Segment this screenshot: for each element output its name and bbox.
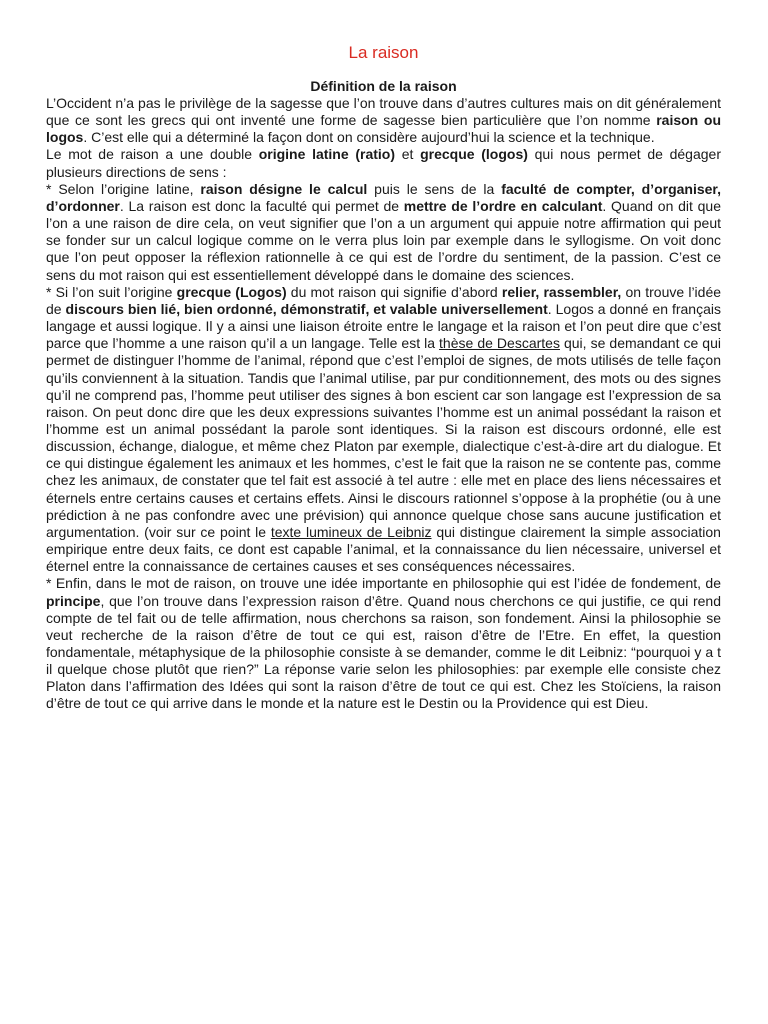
section-heading: Définition de la raison [310, 78, 457, 94]
paragraph-latin-origin [46, 181, 721, 284]
paragraph-origins [46, 146, 721, 180]
bold-term: origine latine (ratio) [258, 146, 396, 163]
paragraph-principle [46, 575, 721, 712]
document-body [46, 95, 721, 713]
bold-term: faculté de compter, d’organiser, d’ordonner [46, 180, 721, 214]
text-run: * Si l’on suit l’origine [46, 283, 177, 300]
bold-term: grecque (Logos) [176, 283, 287, 300]
text-run: qui nous permet de dégager plusieurs directions de sens : [46, 146, 721, 180]
text-run: . C’est elle qui a déterminé la façon dont on considère aujourd’hui la science et la technique. [83, 129, 655, 146]
text-run: du mot raison qui signifie d’abord [286, 283, 502, 300]
bold-term: principe [46, 592, 101, 609]
document-title: La raison [348, 43, 419, 62]
text-run: on trouve l’idée de [46, 283, 722, 317]
bold-term: grecque (logos) [420, 146, 528, 163]
text-run: puis le sens de la [367, 180, 502, 197]
text-run: qui distingue clairement la simple association empirique entre deux faits, ce dont est capable l’animal, et la connaissance du lien nécessaire, universel et éternel entre la connaissance de certaines causes et ses conséquences nécessaires. [46, 523, 721, 575]
underlined-reference: thèse de Descartes [439, 335, 560, 352]
text-run: . Logos a donné en français langage et aussi logique. Il y a ainsi une liaison étroite entre le langage et la raison et l’on peut dire que c’est parce que l’homme a une raison qu’il a un langage. Telle est la [46, 300, 721, 352]
paragraph-greek-origin [46, 284, 721, 576]
text-run: . Quand on dit que l’on a une raison de dire cela, on veut signifier que l’on a un argument qui appuie notre affirmation qui peut se fonder sur un calcul logique comme on le verra plus loin par exemple dans le syllogisme. On voit donc que l’on peut opposer la réflexion rationnelle à ce qui est de l’ordre du sentiment, de la passion. C’est ce sens du mot raison qui est essentiellement développé dans le domaine des sciences. [46, 197, 721, 283]
bold-term: relier, rassembler, [501, 283, 622, 300]
text-run: * Selon l’origine latine, [46, 180, 201, 197]
bold-term: raison ou logos [46, 112, 721, 146]
document-page [46, 0, 721, 713]
text-run: , que l’on trouve dans l’expression raison d’être. Quand nous cherchons ce qui justifie, ce qui rend compte de tel fait ou de telle affirmation, nous cherchons sa raison, son fondement. Ainsi la philosophie se veut recherche de la raison d’être de tout ce qui est, raison d’être de l’Etre. En effet, la question fondamentale, métaphysique de la philosophie consiste à se demander, comme le dit Leibniz: “pourquoi y a t il quelque chose plutôt que rien?” La réponse varie selon les philosophies: par exemple elle consiste chez Platon dans l’affirmation des Idées qui sont la raison d’être de tout ce qui est. Chez les Stoïciens, la raison d’être de tout ce qui arrive dans le monde et la nature est le Destin ou la Providence qui est Dieu. [46, 592, 721, 712]
bold-term: mettre de l’ordre en calculant [403, 197, 603, 214]
text-run: et [395, 146, 421, 163]
text-run: L’Occident n’a pas le privilège de la sagesse que l’on trouve dans d’autres cultures mais on dit généralement que ce sont les grecs qui ont inventé une forme de sagesse bien particulière que l’on nomme [46, 95, 721, 129]
bold-term: raison désigne le calcul [200, 180, 368, 197]
paragraph-intro [46, 95, 721, 146]
bold-term: discours bien lié, bien ordonné, démonstratif, et valable universellement [65, 300, 548, 317]
text-run: . La raison est donc la faculté qui permet de [119, 197, 404, 214]
underlined-reference: texte lumineux de Leibniz [270, 523, 432, 540]
text-run: * Enfin, dans le mot de raison, on trouve une idée importante en philosophie qui est l’idée de fondement, de [46, 575, 721, 592]
text-run: qui, se demandant ce qui permet de distinguer l’homme de l’animal, répond que c’est l’emploi de signes, de mots utilisés de telle façon qu’ils conviennent à la situation. Tandis que l’animal utilise, par pur conditionnement, des mots ou des signes qu’il ne comprend pas, l’homme peut utiliser des signes à bon escient car son langage est l’expression de sa raison. On peut donc dire que les deux expressions suivantes l’homme est un animal possédant la raison et l’homme est un animal possédant la parole sont identiques. Si la raison est discours ordonné, elle est discussion, échange, dialogue, et même chez Platon par exemple, dialectique c’est-à-dire art du dialogue. Et ce qui distingue également les animaux et les hommes, c’est le fait que la raison ne se contente pas, comme chez les animaux, de constater que tel fait est associé à tel autre : elle met en place des liens nécessaires et éternels entre certains causes et certains effets. Ainsi le discours rationnel s’oppose à la prophétie (ou à une prédiction à ne pas confondre avec une prévision) qui annonce quelque chose sans aucune justification et argumentation. (voir sur ce point le [46, 335, 721, 540]
text-run: Le mot de raison a une double [46, 146, 259, 163]
